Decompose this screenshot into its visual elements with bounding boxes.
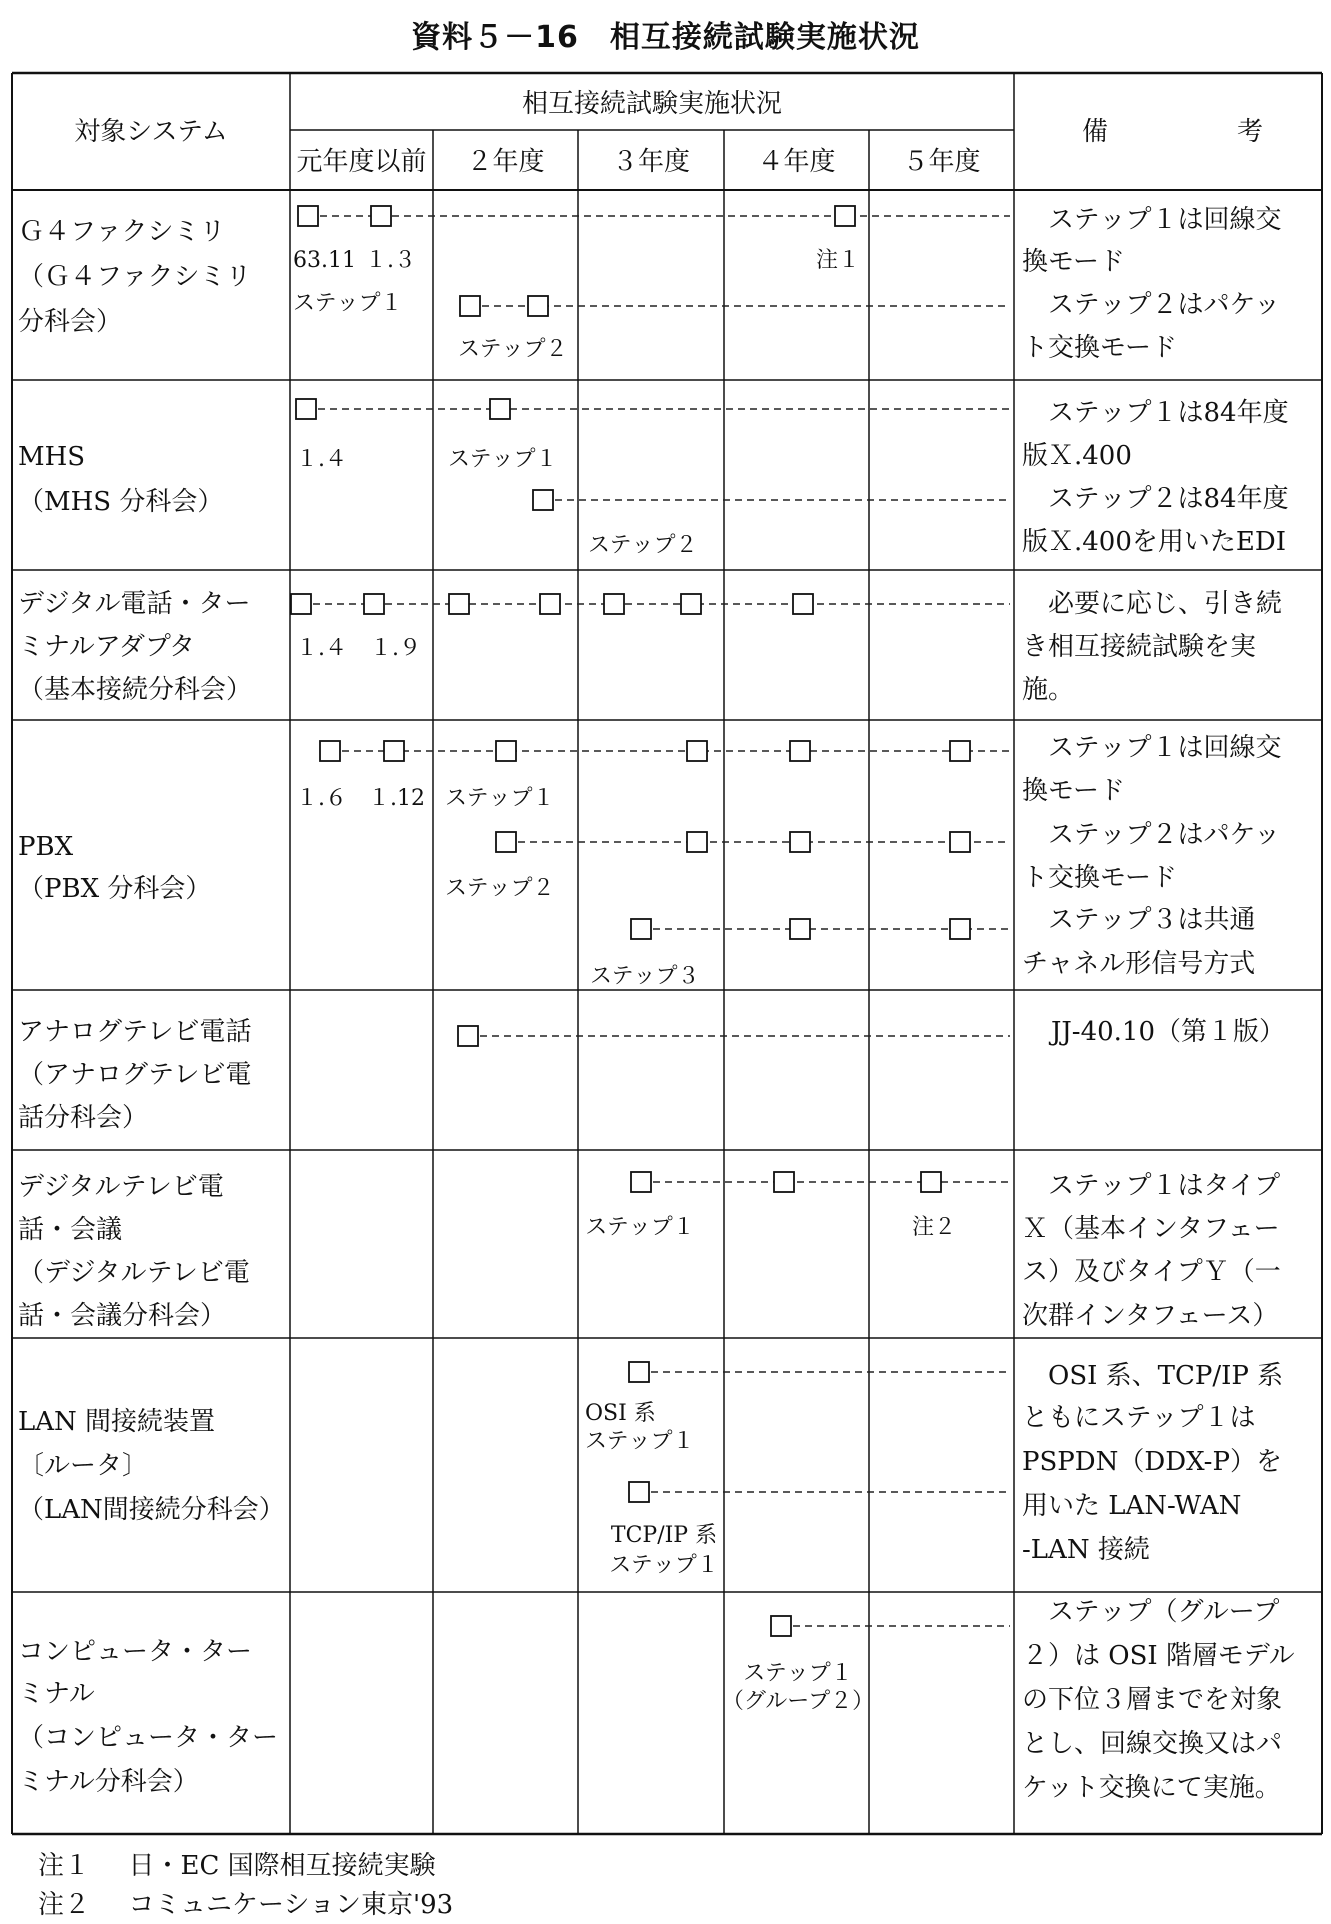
milestone-box [496, 832, 516, 852]
milestone-box [790, 919, 810, 939]
remark-line: ト交換モード [1022, 863, 1177, 893]
milestone-label: ステップ１ [609, 1553, 719, 1578]
header-year-1: 元年度以前 [296, 147, 427, 177]
header-remarks-1: 備 [1081, 117, 1109, 147]
milestone-box [371, 206, 391, 226]
milestone-box [604, 594, 624, 614]
remark-line: ステップ１はタイプ [1022, 1171, 1281, 1201]
milestone-box [540, 594, 560, 614]
milestone-box [291, 594, 311, 614]
milestone-label: １.９ [370, 636, 421, 661]
system-name: （デジタルテレビ電 [18, 1258, 250, 1288]
milestone-label: （グループ２） [721, 1689, 875, 1714]
remark-line: き相互接続試験を実 [1022, 632, 1257, 662]
milestone-box [496, 741, 516, 761]
remark-line: 施。 [1022, 675, 1075, 705]
milestone-label: １.６ [296, 786, 347, 811]
note-2-key: 注２ [38, 1890, 91, 1920]
milestone-box [298, 206, 318, 226]
note-1-key: 注１ [38, 1851, 91, 1881]
milestone-label: １.12 [368, 786, 425, 811]
milestone-label: 注２ [911, 1215, 957, 1240]
milestone-label: １.３ [365, 248, 416, 273]
header-system: 対象システム [74, 117, 228, 147]
remark-line: チャネル形信号方式 [1022, 949, 1256, 979]
note-2-text: コミュニケーション東京'93 [128, 1890, 454, 1920]
system-name: （アナログテレビ電 [18, 1060, 252, 1090]
milestone-box [790, 741, 810, 761]
remark-line: 必要に応じ、引き続 [1022, 589, 1283, 619]
table-text [18, 89, 1295, 1803]
milestone-label: OSI 系 [585, 1401, 656, 1426]
milestone-box [687, 832, 707, 852]
system-name: （PBX 分科会） [18, 874, 212, 904]
system-name: PBX [18, 832, 74, 862]
milestone-box [950, 741, 970, 761]
system-name: デジタル電話・ター [18, 589, 251, 619]
milestone-label: ステップ１ [585, 1429, 695, 1454]
header-year-2: ２年度 [466, 147, 545, 177]
remark-line: 用いた LAN-WAN [1022, 1491, 1242, 1521]
milestone-box [681, 594, 701, 614]
milestone-label: 注１ [815, 248, 861, 273]
remark-line: ト交換モード [1022, 333, 1177, 363]
milestone-box [528, 296, 548, 316]
milestone-label: TCP/IP 系 [610, 1523, 718, 1548]
milestone-label: １.４ [296, 447, 347, 472]
milestone-box [460, 296, 480, 316]
remark-line: 版Ｘ.400 [1022, 441, 1132, 471]
milestone-label: ステップ２ [445, 876, 555, 901]
remark-line: 換モード [1022, 776, 1125, 806]
header-year-3: ３年度 [611, 147, 691, 177]
system-name: Ｇ４ファクシミリ [18, 217, 226, 247]
system-name: （MHS 分科会） [18, 487, 224, 517]
milestone-label: ステップ２ [458, 337, 568, 362]
remark-line: の下位３層までを対象 [1022, 1685, 1283, 1715]
remark-line: ステップ２は84年度 [1022, 484, 1289, 514]
remark-line: ステップ２はパケッ [1022, 290, 1281, 320]
system-name: ミナルアダプタ [18, 632, 196, 662]
remark-line: ステップ１は回線交 [1022, 205, 1282, 235]
remark-line: JJ-40.10（第１版） [1050, 1017, 1286, 1047]
remark-line: ２）は OSI 階層モデル [1022, 1641, 1295, 1671]
remark-line: ス）及びタイプＹ（一 [1022, 1257, 1281, 1287]
milestone-box [384, 741, 404, 761]
system-name: アナログテレビ電話 [18, 1017, 252, 1047]
system-name: （Ｇ４ファクシミリ [18, 262, 252, 292]
system-name: MHS [18, 442, 86, 472]
milestone-box [687, 741, 707, 761]
system-name: 話分科会） [18, 1103, 149, 1133]
milestone-box [790, 832, 810, 852]
milestone-label: ステップ１ [585, 1215, 695, 1240]
milestone-box [490, 399, 510, 419]
page-title: 資料５－16 相互接続試験実施状況 [411, 20, 920, 55]
remark-line: ステップ２はパケッ [1022, 820, 1281, 850]
remark-line: PSPDN（DDX-P）を [1022, 1447, 1282, 1477]
milestone-box [793, 594, 813, 614]
remark-line: 換モード [1022, 247, 1125, 277]
milestone-box [364, 594, 384, 614]
system-name: コンピュータ・ター [18, 1637, 253, 1667]
system-name: デジタルテレビ電 [18, 1172, 224, 1202]
note-1 [38, 1845, 436, 1882]
milestone-box [950, 832, 970, 852]
header-year-5: ５年度 [902, 147, 981, 177]
remark-line: Ｘ（基本インタフェー [1022, 1214, 1280, 1244]
system-name: 話・会議分科会） [18, 1301, 227, 1331]
remark-line: 版Ｘ.400を用いたEDI [1022, 527, 1286, 557]
header-year-4: ４年度 [757, 147, 836, 177]
remark-line: とし、回線交換又はパ [1022, 1729, 1283, 1759]
milestone-label: 63.11 [293, 248, 356, 273]
remark-line: ステップ（グループ [1022, 1597, 1280, 1627]
system-name: 話・会議 [18, 1215, 123, 1245]
remark-line: ステップ３は共通 [1022, 905, 1256, 935]
milestone-label: １.４ [296, 636, 347, 661]
milestone-box [629, 1482, 649, 1502]
milestone-box [296, 399, 316, 419]
milestone-label: ステップ１ [743, 1661, 853, 1686]
note-1-text: 日・EC 国際相互接続実験 [128, 1851, 436, 1881]
milestone-label: ステップ２ [588, 533, 698, 558]
remark-line: ステップ１は回線交 [1022, 733, 1282, 763]
milestone-box [458, 1026, 478, 1046]
note-2 [38, 1884, 453, 1921]
milestone-box [533, 490, 553, 510]
system-name: 〔ルータ〕 [18, 1451, 149, 1481]
milestone-box [771, 1616, 791, 1636]
milestone-label: ステップ１ [445, 786, 555, 811]
milestone-box [631, 919, 651, 939]
milestone-box [950, 919, 970, 939]
milestone-label: ステップ１ [293, 291, 403, 316]
remark-line: ともにステップ１は [1022, 1403, 1256, 1433]
system-name: （基本接続分科会） [18, 675, 253, 705]
milestone-box [774, 1172, 794, 1192]
remark-line: ケット交換にて実施。 [1022, 1773, 1281, 1803]
header-remarks-2: 考 [1236, 117, 1264, 147]
milestone-label: ステップ３ [590, 964, 700, 989]
remark-line: ステップ１は84年度 [1022, 398, 1289, 428]
system-name: LAN 間接続装置 [18, 1407, 216, 1437]
system-name: ミナル分科会） [18, 1767, 199, 1797]
system-name: （LAN間接続分科会） [18, 1495, 285, 1525]
milestone-label: ステップ１ [448, 447, 558, 472]
remark-line: -LAN 接続 [1022, 1535, 1150, 1565]
system-name: 分科会） [18, 307, 123, 337]
system-name: （コンピュータ・ター [18, 1723, 279, 1753]
milestone-box [631, 1172, 651, 1192]
remark-line: OSI 系、TCP/IP 系 [1022, 1361, 1284, 1391]
remark-line: 次群インタフェース） [1022, 1301, 1279, 1331]
milestone-box [320, 741, 340, 761]
header-status: 相互接続試験実施状況 [521, 89, 783, 119]
milestone-box [835, 206, 855, 226]
system-name: ミナル [18, 1679, 95, 1709]
milestone-box [921, 1172, 941, 1192]
milestone-box [629, 1362, 649, 1382]
milestone-box [449, 594, 469, 614]
